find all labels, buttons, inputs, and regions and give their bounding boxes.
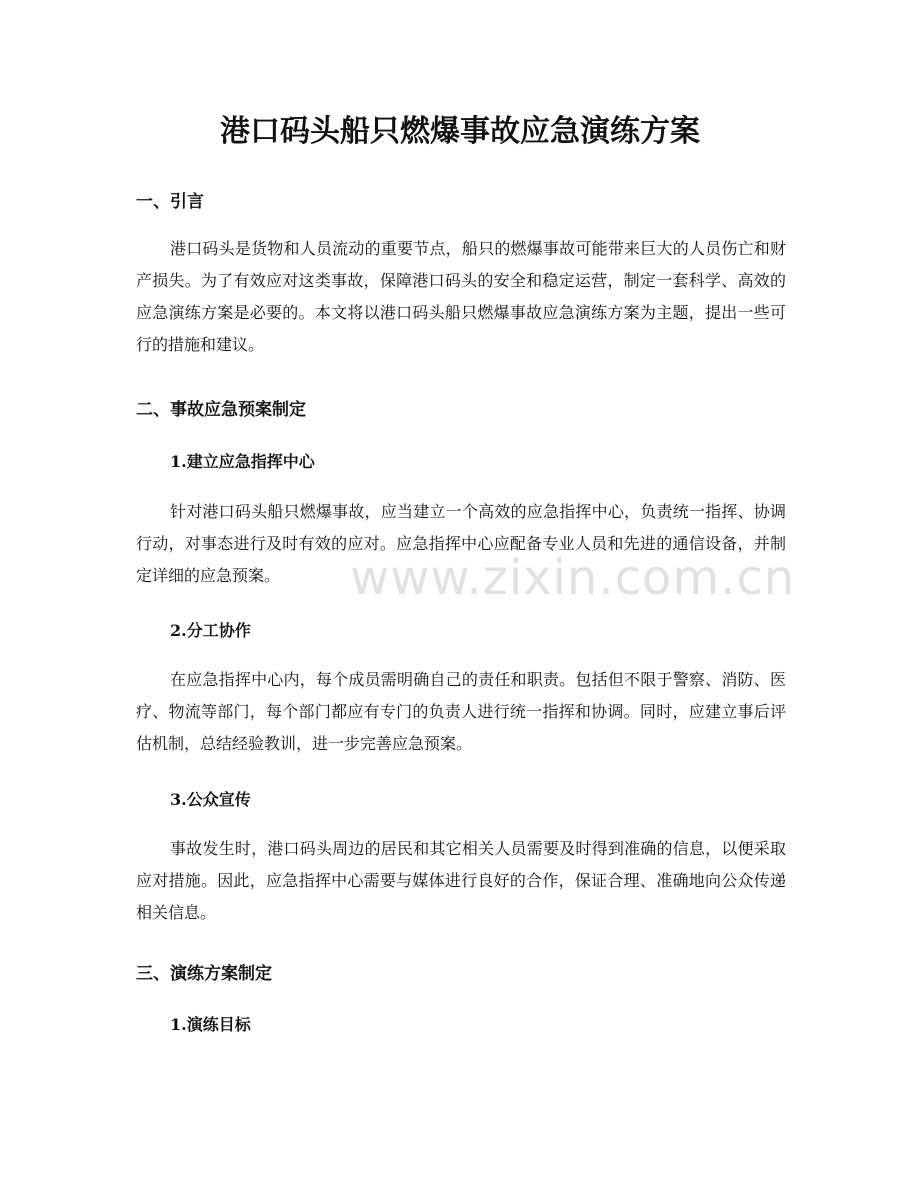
watermark: www.zixin.com.cn	[350, 550, 796, 606]
section-heading-drill-plan: 三、演练方案制定	[136, 964, 272, 984]
document-title: 港口码头船只燃爆事故应急演练方案	[220, 114, 700, 149]
section-heading-introduction: 一、引言	[136, 192, 204, 212]
division-of-labor-paragraph: 在应急指挥中心内，每个成员需明确自己的责任和职责。包括但不限于警察、消防、医疗、物流等部门，每个部门都应有专门的负责人进行统一指挥和协调。同时，应建立事后评估机制，总结经验教训，进一步完善应急预案。	[136, 670, 786, 753]
subheading-public-communication: 3.公众宣传	[170, 790, 251, 809]
section-heading-emergency-plan: 二、事故应急预案制定	[136, 400, 306, 420]
subheading-drill-objectives: 1.演练目标	[170, 1015, 251, 1034]
introduction-paragraph: 港口码头是货物和人员流动的重要节点，船只的燃爆事故可能带来巨大的人员伤亡和财产损失。为了有效应对这类事故，保障港口码头的安全和稳定运营，制定一套科学、高效的应急演练方案是必要的。本文将以港口码头船只燃爆事故应急演练方案为主题，提出一些可行的措施和建议。	[136, 239, 786, 354]
command-center-paragraph: 针对港口码头船只燃爆事故，应当建立一个高效的应急指挥中心，负责统一指挥、协调行动，对事态进行及时有效的应对。应急指挥中心应配备专业人员和先进的通信设备，并制定详细的应急预案。	[136, 502, 786, 585]
subheading-division-of-labor: 2.分工协作	[170, 621, 251, 640]
public-communication-paragraph: 事故发生时，港口码头周边的居民和其它相关人员需要及时得到准确的信息，以便采取应对措施。因此，应急指挥中心需要与媒体进行良好的合作，保证合理、准确地向公众传递相关信息。	[136, 839, 786, 922]
subheading-command-center: 1.建立应急指挥中心	[170, 452, 315, 471]
